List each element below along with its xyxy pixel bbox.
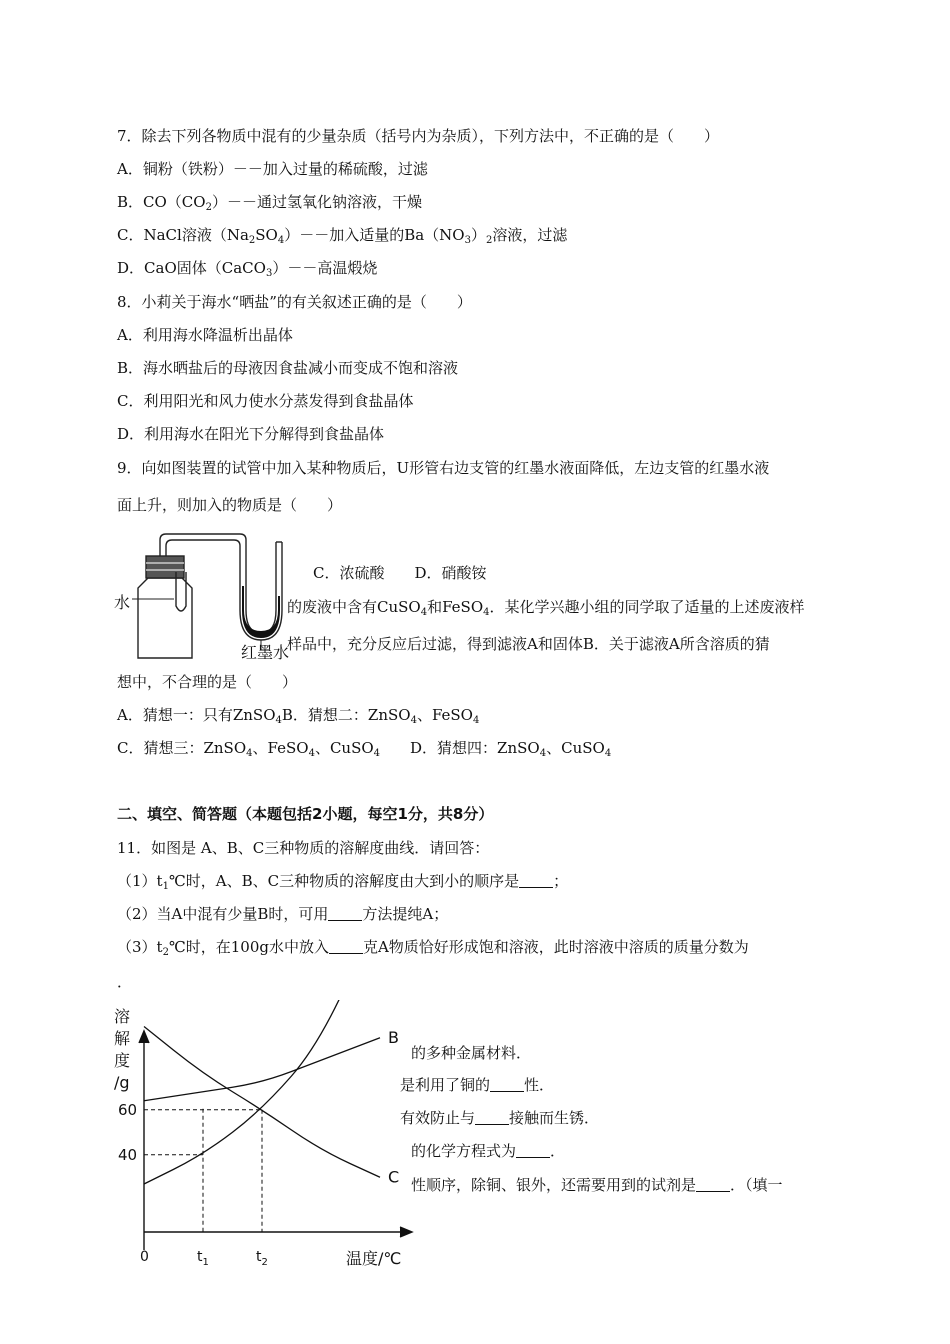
q7-option-c: C．NaCl溶液$(Na_2SO_4)--$加入适量的$Ba(NO_3)_2$溶液，过滤 bbox=[117, 226, 568, 246]
x-axis-label: 温度/℃ bbox=[346, 1249, 402, 1268]
q12-blank-1[interactable] bbox=[490, 1077, 524, 1092]
origin-label: 0 bbox=[140, 1249, 149, 1265]
q7-option-a: A．铜粉（铁粉）－－加入过量的稀硫酸，过滤 bbox=[117, 160, 428, 178]
q8-option-a: A．利用海水降温析出晶体 bbox=[117, 326, 293, 344]
q11-part1: $(1)t_1℃$时，A、B、C三种物质的溶解度由大到小的顺序是 ； bbox=[117, 872, 569, 892]
q12-line1: 的多种金属材料． bbox=[411, 1044, 532, 1062]
q10-line3: 想中，不合理的是（ ） bbox=[117, 673, 298, 691]
q10-options-cd: C．猜想三：ZnSO$_4$、FeSO$_4$、CuSO$_4$ D．猜想四：ZnSO$_4$、CuSO$_4$ bbox=[117, 739, 612, 759]
q11-part2: （2）当A中混有少量B时，可用 方法提纯A； bbox=[117, 905, 449, 923]
q12-line5: 性顺序，除铜、银外，还需要用到的试剂是 ．（填一 bbox=[411, 1176, 783, 1194]
q12-blank-2[interactable] bbox=[475, 1110, 509, 1125]
q12-blank-4[interactable] bbox=[696, 1177, 730, 1192]
q12-line3: 有效防止与 接触而生锈． bbox=[400, 1109, 600, 1127]
y-axis-arrow bbox=[139, 1031, 149, 1043]
q12-line2: 是利用了铜的 性． bbox=[400, 1076, 555, 1094]
q11-blank-2[interactable] bbox=[328, 906, 362, 921]
q9-options-cd: C．浓硫酸 D．硝酸铵 bbox=[313, 564, 487, 582]
q11-part3: $(3)t_2℃$时，在100g水中放入 克A物质恰好形成饱和溶液，此时溶液中溶质的质量分数为 bbox=[117, 938, 749, 958]
y-axis-label-char: 解 bbox=[114, 1029, 131, 1048]
y-axis-label-char: 度 bbox=[114, 1051, 131, 1070]
y-tick-60: 60 bbox=[118, 1100, 138, 1119]
q8-option-c: C．利用阳光和风力使水分蒸发得到食盐晶体 bbox=[117, 392, 414, 410]
y-axis-label-char: 溶 bbox=[114, 1007, 131, 1026]
q7-option-d: D．CaO固体（CaCO$_3$）－－高温煅烧 bbox=[117, 259, 378, 279]
q11-part3-end: ． bbox=[117, 973, 133, 991]
q11-blank-3[interactable] bbox=[329, 939, 363, 954]
q12-blank-3[interactable] bbox=[516, 1143, 550, 1158]
label-red-ink: 红墨水 bbox=[241, 643, 290, 662]
curve-label-c: C bbox=[388, 1167, 400, 1187]
curve-a bbox=[144, 1000, 380, 1184]
q11-stem: 11．如图是 A、B、C三种物质的溶解度曲线．请回答： bbox=[117, 839, 490, 857]
red-ink-liquid bbox=[242, 586, 280, 638]
q10-options-ab: A．猜想一：只有ZnSO$_4$B．猜想二：ZnSO$_4$、FeSO$_4$ bbox=[117, 706, 480, 726]
q8-option-d: D．利用海水在阳光下分解得到食盐晶体 bbox=[117, 425, 385, 443]
solubility-curve-chart bbox=[110, 1000, 420, 1272]
q12-line4: 的化学方程式为 ． bbox=[411, 1142, 566, 1160]
stopper bbox=[146, 556, 184, 578]
q9-stem-line1: 9．向如图装置的试管中加入某种物质后，U形管右边支管的红墨水液面降低，左边支管的红墨水液 bbox=[117, 459, 770, 477]
x-tick-t1: $t_1$ bbox=[197, 1249, 209, 1268]
q7-option-b: B．$CO(CO_2)--$通过氢氧化钠溶液，干燥 bbox=[117, 193, 422, 213]
q9-stem-line2: 面上升，则加入的物质是（ ） bbox=[117, 496, 343, 514]
section2-heading: 二、填空、简答题（本题包括2小题，每空1分，共8分） bbox=[117, 805, 494, 823]
y-axis-label-char: /g bbox=[114, 1073, 130, 1092]
y-tick-40: 40 bbox=[118, 1145, 138, 1164]
curve-label-b: B bbox=[388, 1027, 399, 1047]
label-water: 水 bbox=[114, 593, 131, 612]
x-tick-t2: $t_2$ bbox=[256, 1249, 268, 1268]
q7-stem: 7．除去下列各物质中混有的少量杂质（括号内为杂质），下列方法中，不正确的是（ ） bbox=[117, 127, 720, 145]
q10-line1: 的废液中含有CuSO$_4$和FeSO$_4$．某化学兴趣小组的同学取了适量的上述废液样 bbox=[287, 598, 805, 618]
x-axis-arrow bbox=[400, 1227, 412, 1237]
curve-b bbox=[144, 1038, 380, 1101]
bottle-outline bbox=[138, 578, 192, 658]
q11-blank-1[interactable] bbox=[519, 873, 553, 888]
q10-line2: 样品中，充分反应后过滤，得到滤液A和固体B．关于滤液A所含溶质的猜 bbox=[287, 635, 770, 653]
q8-stem: 8．小莉关于海水“晒盐”的有关叙述正确的是（ ） bbox=[117, 293, 472, 311]
q8-option-b: B．海水晒盐后的母液因食盐减小而变成不饱和溶液 bbox=[117, 359, 459, 377]
